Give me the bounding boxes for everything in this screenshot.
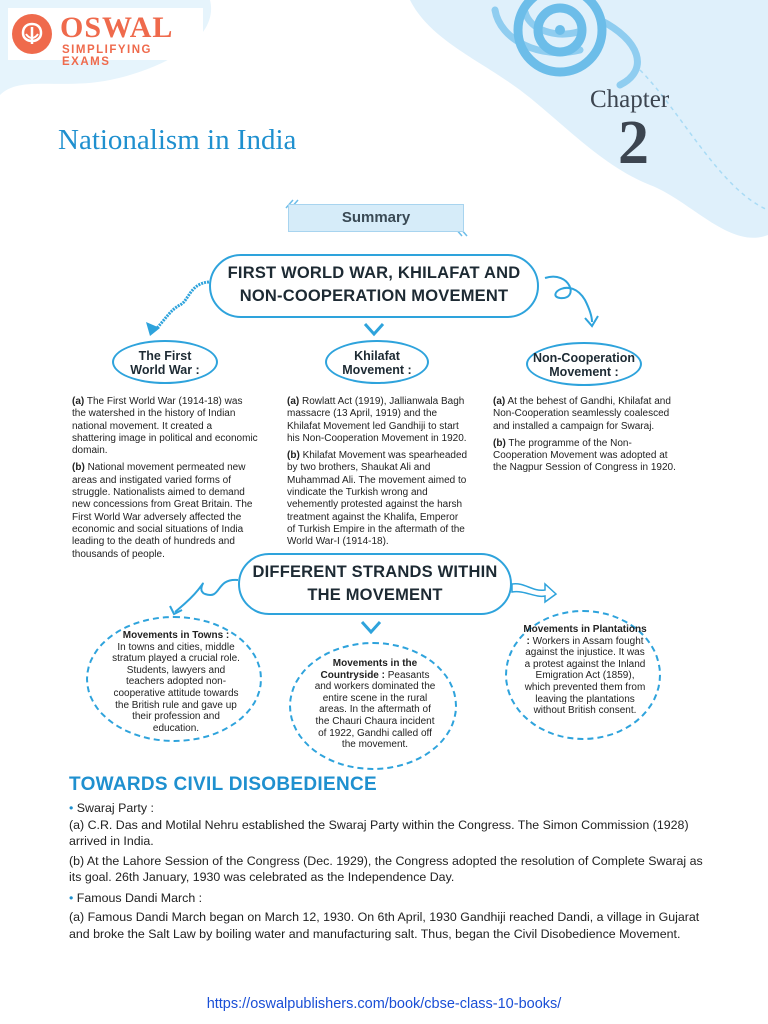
circle-text: In towns and cities, middle stratum played a crucial role. Students, lawyers and teachers adopted non-cooperative attitude towards the British rule and gave up their profession and education.	[112, 641, 240, 734]
circle-heading: Movements in Towns :	[122, 630, 230, 641]
paragraph: (a) Famous Dandi March began on March 12, 1930. On 6th April, 1930 Gandhiji reached Dandi, a village in Gujarat and broke the Salt Law by boiling water and manufacturing salt. Thus, began the Civil Disobedience Movement.	[69, 910, 700, 941]
tag-khilafat	[325, 340, 429, 384]
tag-line: Movement :	[342, 363, 412, 377]
tag-line: Non-Cooperation	[532, 351, 636, 365]
banner-first-world-war	[209, 254, 539, 318]
item-text: Rowlatt Act (1919), Jallianwala Bagh massacre (13 April, 1919) and the Khilafat Movement led Gandhiji to start his Non-Cooperation Movement in 1920.	[287, 396, 467, 444]
chapter-label: Chapter	[590, 86, 670, 113]
column-non-cooperation	[493, 396, 679, 480]
bullet-title: Swaraj Party :	[76, 801, 154, 815]
brand-logo	[8, 8, 203, 68]
bullet-title: Famous Dandi March :	[76, 890, 203, 905]
banner-line-1: DIFFERENT STRANDS WITHIN	[252, 563, 498, 581]
item-text: The programme of the Non-Cooperation Movement was adopted at the Nagpur Session of Congress in 1920.	[493, 437, 676, 474]
circle-heading: Movements in Plantations :	[523, 624, 647, 647]
item-text: The First World War (1914-18) was the watershed in the history of Indian national movement. It created a shattering image in political and economic domain.	[72, 396, 258, 457]
item-label: (a)	[287, 396, 300, 407]
chapter-number: 2	[618, 109, 649, 177]
page-title: Nationalism in India	[58, 124, 297, 156]
banner-line-2: NON-COOPERATION MOVEMENT	[239, 287, 509, 305]
list-item	[493, 438, 679, 475]
circle-text: Peasants and workers dominated the entire scene in the rural areas. In the aftermath of the Chauri Chaura incident of 1922, Gandhi called off the movement.	[314, 669, 436, 751]
banner-different-strands	[238, 553, 512, 615]
banner-line-2: THE MOVEMENT	[307, 586, 443, 604]
item-label: (b)	[287, 450, 300, 462]
brand-name: OSWAL	[60, 11, 174, 44]
list-item	[72, 396, 258, 457]
list-item	[287, 396, 469, 445]
tag-non-cooperation	[526, 342, 642, 386]
paragraph: (b) At the Lahore Session of the Congress (Dec. 1929), the Congress adopted the resolution of Complete Swaraj as its goal. 26th January, 1930 was celebrated as the Independence Day.	[69, 853, 703, 884]
tag-line: World War :	[130, 363, 200, 377]
tag-line: Movement :	[549, 365, 619, 379]
brand-tagline: SIMPLIFYING EXAMS	[62, 44, 152, 68]
circle-towns	[86, 616, 262, 742]
tag-first-world-war	[112, 340, 218, 384]
circle-text: Workers in Assam fought against the injustice. It was a protest against the Inland Emigration Act (1859), which prevented them from leaving the plantations without British consent.	[524, 635, 646, 717]
column-khilafat	[287, 396, 469, 554]
bullet-dandi-march	[69, 890, 709, 907]
civil-disobedience-body	[69, 800, 709, 942]
item-label: (b)	[72, 462, 85, 474]
circle-countryside	[289, 642, 457, 770]
circle-plantations	[505, 610, 661, 740]
list-item	[72, 462, 258, 560]
item-text: At the behest of Gandhi, Khilafat and Non-Cooperation seamlessly coalesced and installed a campaign for Swaraj.	[493, 396, 671, 432]
column-first-world-war	[72, 396, 258, 566]
tag-line: The First	[138, 349, 192, 363]
item-text: Khilafat Movement was spearheaded by two brothers, Shaukat Ali and Muhammad Ali. The movement aimed to vindicate the Turkish wrong and vehemently protested against the harsh treatment against the Khalifa, Emperor of Turkish Empire in the aftermath of the World War-I (1914-18).	[287, 450, 468, 548]
item-label: (b)	[493, 437, 506, 449]
tag-line: Khilafat	[354, 349, 400, 363]
oswal-book-logo-icon	[12, 14, 52, 54]
bullet-icon: •	[69, 801, 77, 815]
bullet-icon: •	[69, 890, 77, 905]
circle-heading: Movements in the Countryside :	[320, 658, 418, 681]
bullet-swaraj-party	[69, 800, 709, 817]
footer-link[interactable]: https://oswalpublishers.com/book/cbse-class-10-books/	[206, 996, 562, 1012]
list-item	[287, 450, 469, 548]
banner-line-1: FIRST WORLD WAR, KHILAFAT AND	[227, 264, 521, 282]
summary-label: Summary	[341, 209, 411, 226]
section-heading-civil-disobedience: TOWARDS CIVIL DISOBEDIENCE	[69, 774, 377, 795]
item-text: National movement permeated new areas and instigated varied forms of struggle. Nationalists aimed to demand new concessions from Great Britain. The First World War adversely affected the economic and social situations of India leading to the death of hundreds and thousands of people.	[72, 462, 253, 560]
item-label: (a)	[493, 396, 506, 407]
paragraph: (a) C.R. Das and Motilal Nehru established the Swaraj Party within the Congress. The Simon Commission (1928) arrived in India.	[69, 817, 689, 848]
item-label: (a)	[72, 396, 85, 407]
summary-label-box	[288, 204, 464, 232]
list-item	[493, 396, 679, 433]
